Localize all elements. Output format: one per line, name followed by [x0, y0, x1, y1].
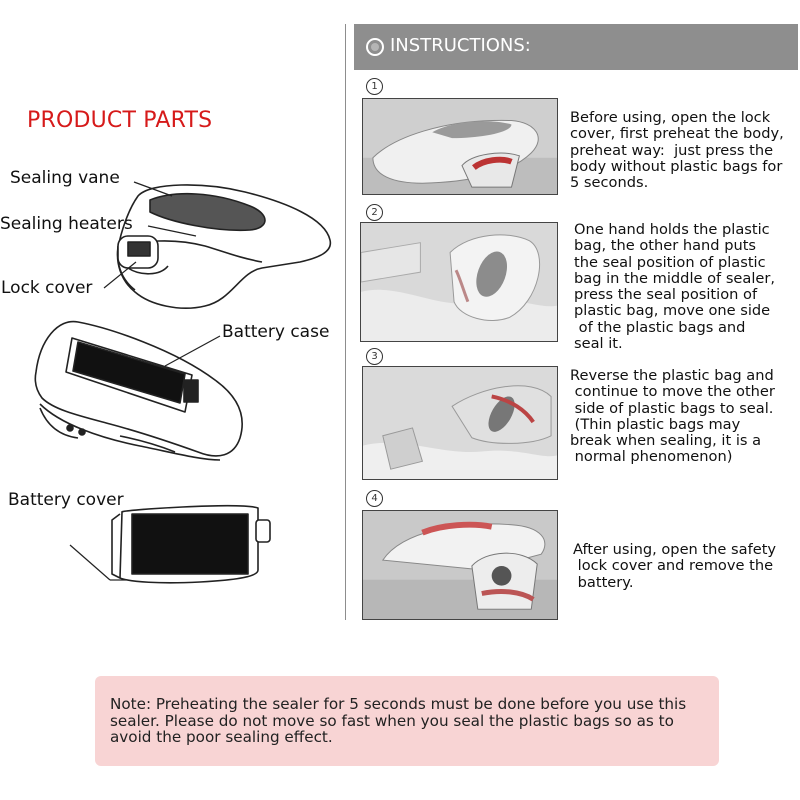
step-4-text: After using, open the safety lock cover and remove the battery.: [573, 541, 777, 591]
step-number-2: 2: [366, 204, 383, 221]
product-parts-illustration: [0, 150, 345, 590]
step-4-photo: [362, 510, 558, 620]
step-3-text: Reverse the plastic bag and continue to move the other side of plastic bags to seal. (Thin plastic bags may break when sealing, it is a normal phenomenon): [570, 367, 775, 466]
step-2-photo: [360, 222, 558, 342]
note-text: Note: Preheating the sealer for 5 seconds must be done before you use this sealer. Please do not move so fast when you seal the plastic bags so as to avoid the poor sealing effect.: [110, 695, 687, 746]
instructions-header: [354, 24, 798, 70]
circle-bullet-icon: [366, 38, 384, 56]
label-sealing-heaters: Sealing heaters: [0, 214, 133, 234]
label-battery-cover: Battery cover: [8, 490, 124, 510]
instructions-title: INSTRUCTIONS:: [390, 35, 531, 56]
product-parts-title: PRODUCT PARTS: [27, 108, 213, 133]
step-1-text: Before using, open the lock cover, first preheat the body, preheat way: just press the body without plastic bags for 5 seconds.: [570, 109, 784, 192]
battery-case-illustration: [35, 322, 242, 460]
step-number-3: 3: [366, 348, 383, 365]
label-lock-cover: Lock cover: [1, 278, 93, 298]
step-2-text: One hand holds the plastic bag, the other hand puts the seal position of plastic bag in the middle of sealer, press the seal position of plastic bag, move one side of the plastic bags and seal it.: [574, 221, 776, 353]
battery-cover-illustration: [112, 506, 270, 583]
step-1-photo: [362, 98, 558, 195]
sealer-illustration: [118, 185, 331, 308]
vertical-divider: [345, 24, 346, 620]
note-box: [95, 676, 719, 766]
label-sealing-vane: Sealing vane: [10, 168, 120, 188]
step-number-1: 1: [366, 78, 383, 95]
step-3-photo: [362, 366, 558, 480]
label-battery-case: Battery case: [222, 322, 330, 342]
step-number-4: 4: [366, 490, 383, 507]
